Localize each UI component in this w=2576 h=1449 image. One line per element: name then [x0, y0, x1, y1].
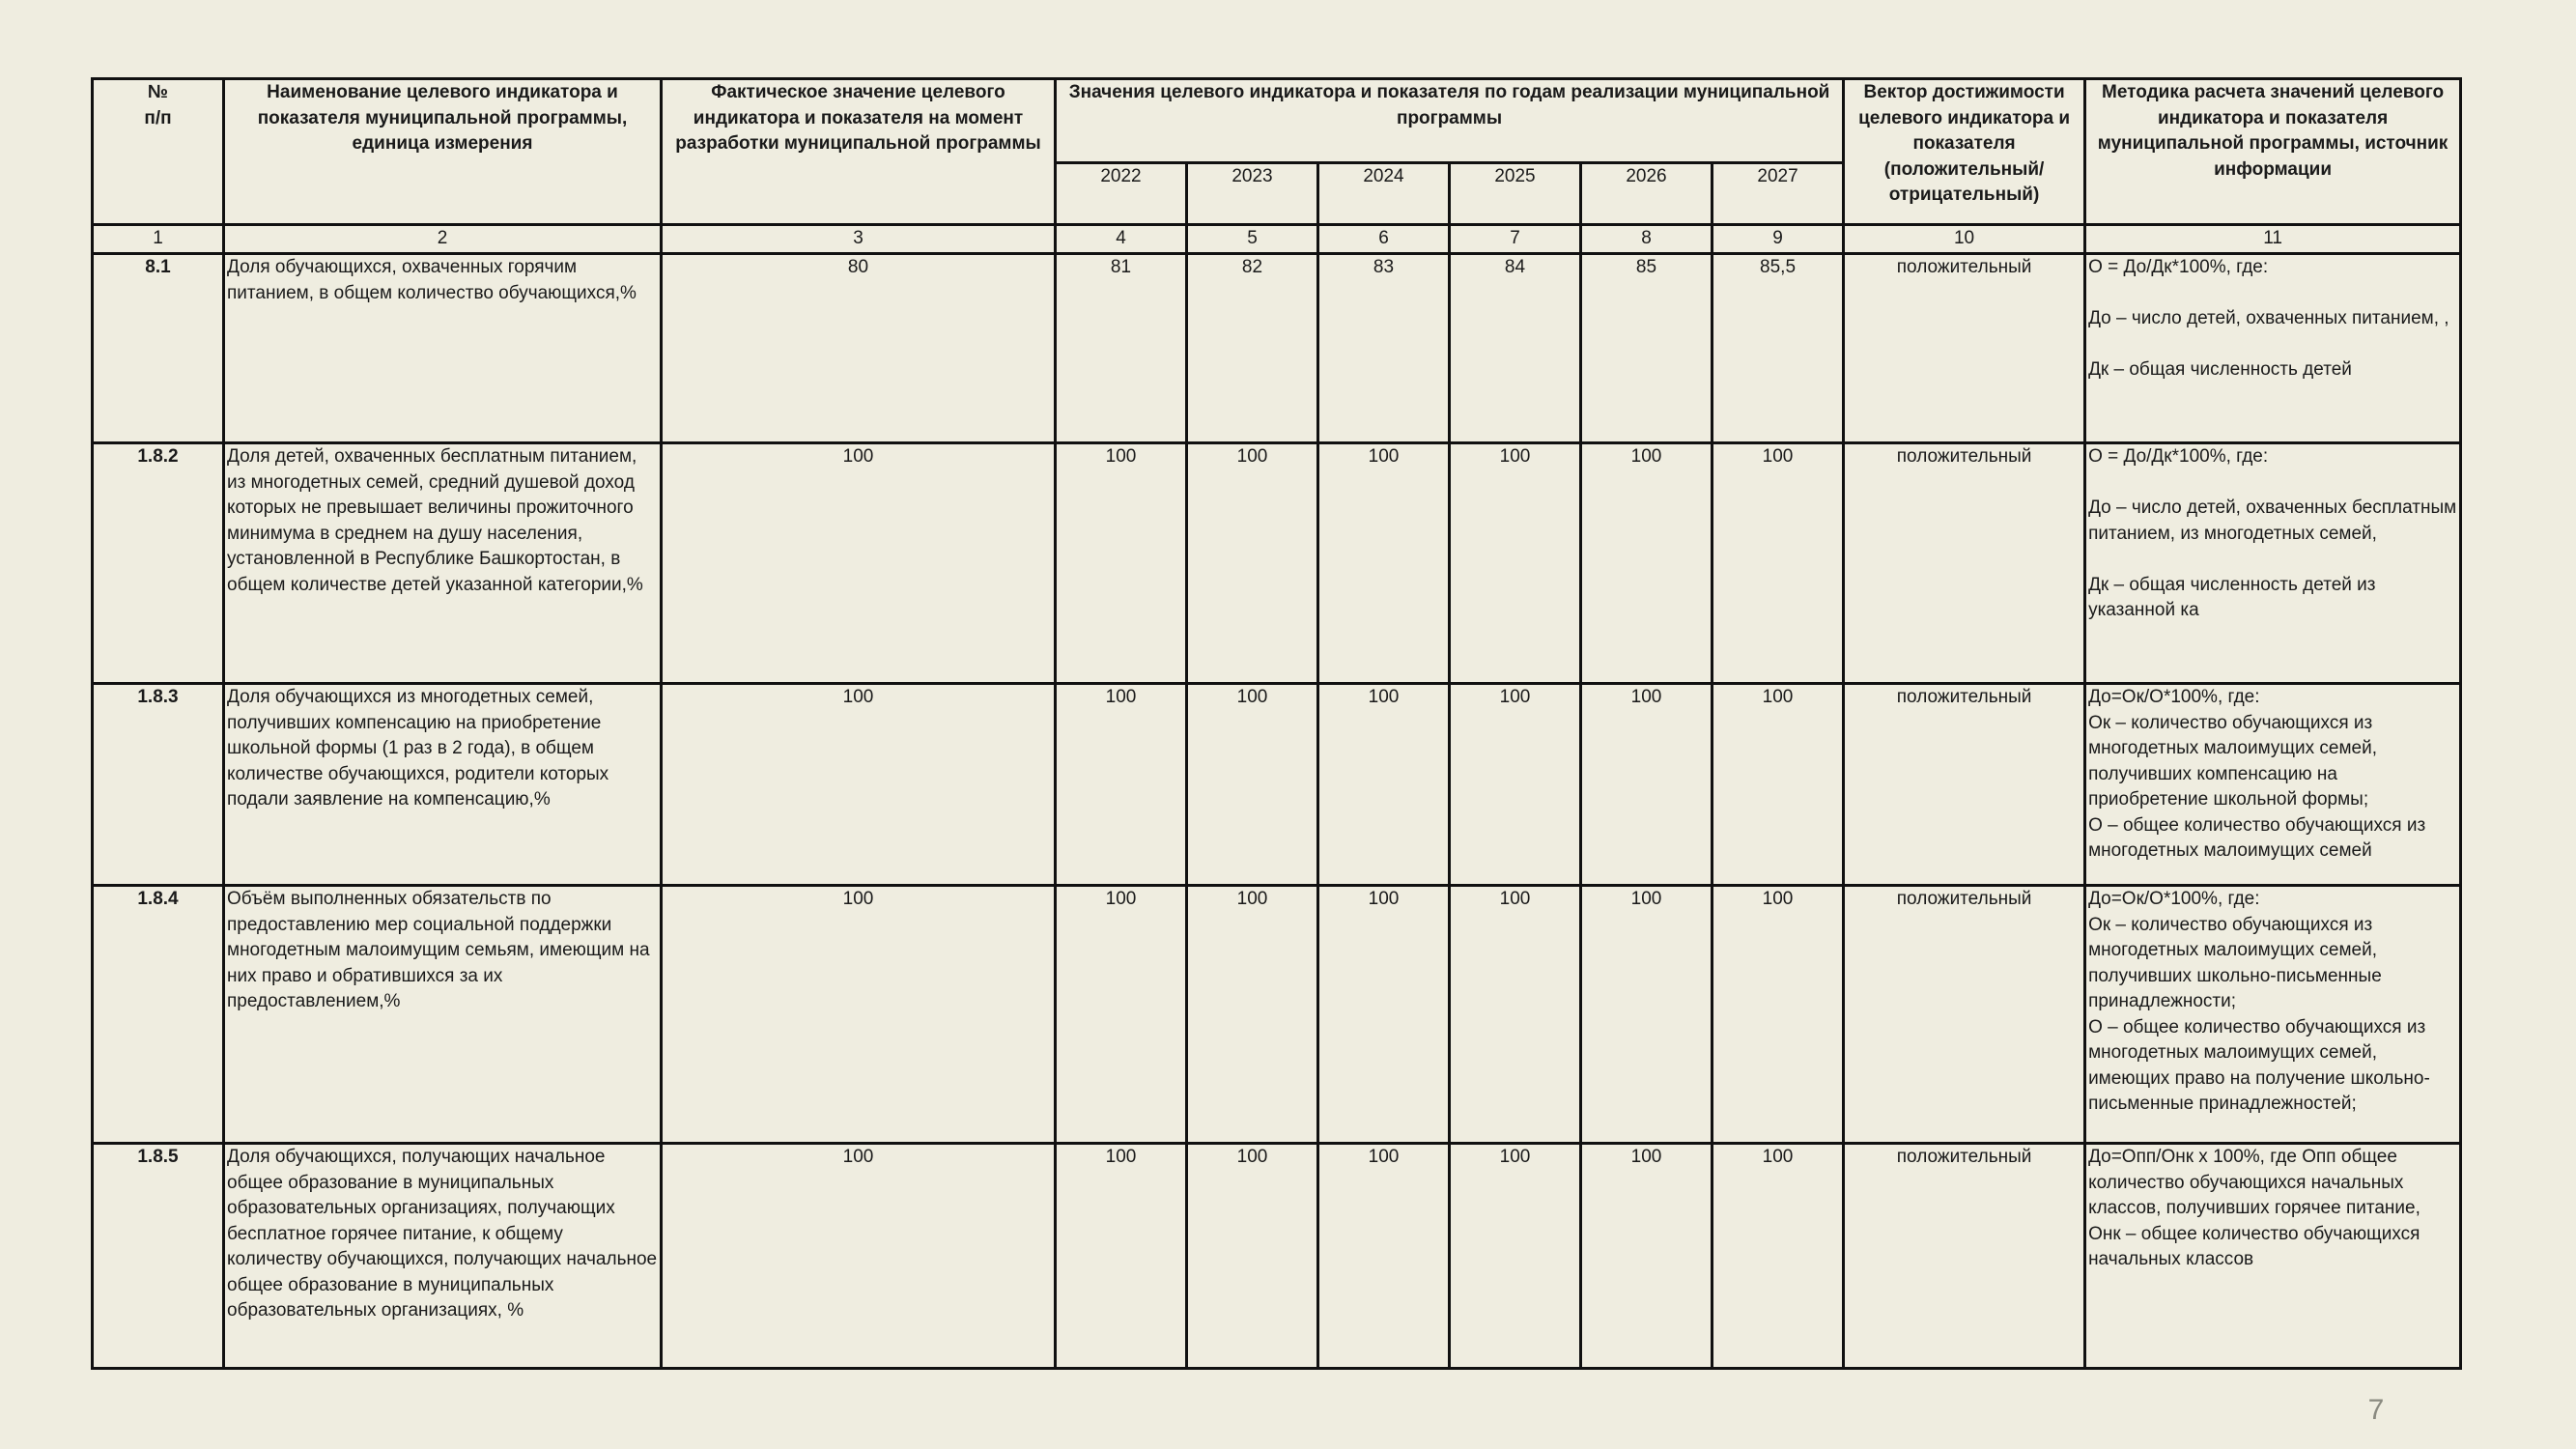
indicators-table [91, 77, 2462, 1370]
table-row [93, 443, 2461, 684]
header-year: 2022 [1056, 163, 1187, 225]
column-number: 5 [1187, 225, 1318, 254]
column-number: 7 [1450, 225, 1581, 254]
row-actual-value: 100 [662, 684, 1056, 886]
column-number: 6 [1318, 225, 1450, 254]
column-number: 10 [1844, 225, 2085, 254]
row-year-value: 100 [1713, 684, 1844, 886]
row-indicator-name: Доля детей, охваченных бесплатным питанием, из многодетных семей, средний душевой доход которых не превышает величины прожиточного минимума в среднем на душу населения, установленной в Республике Башкортостан, в общем количестве детей указанной категории,% [224, 443, 662, 684]
header-vector: Вектор достижимости целевого индикатора и показателя (положительный/отрицательный) [1844, 79, 2085, 225]
row-indicator-name: Доля обучающихся из многодетных семей, получивших компенсацию на приобретение школьной формы (1 раз в 2 года), в общем количестве обучающихся, родители которых подали заявление на компенсацию,% [224, 684, 662, 886]
row-number: 1.8.3 [93, 684, 224, 886]
row-number: 1.8.2 [93, 443, 224, 684]
row-year-value: 100 [1581, 1144, 1713, 1369]
row-year-value: 100 [1713, 886, 1844, 1144]
row-vector: положительный [1844, 254, 2085, 443]
row-method: О = До/Дк*100%, где: До – число детей, охваченных питанием, , Дк – общая численность детей [2085, 254, 2461, 443]
row-year-value: 84 [1450, 254, 1581, 443]
row-indicator-name: Доля обучающихся, получающих начальное общее образование в муниципальных образовательных организациях, получающих бесплатное горячее питание, к общему количеству обучающихся, получающих начальное общее образование в муниципальных образовательных организациях, % [224, 1144, 662, 1369]
header-actual-value: Фактическое значение целевого индикатора и показателя на момент разработки муниципальной программы [662, 79, 1056, 225]
row-year-value: 100 [1450, 886, 1581, 1144]
header-year: 2025 [1450, 163, 1581, 225]
row-year-value: 100 [1318, 684, 1450, 886]
row-indicator-name: Объём выполненных обязательств по предоставлению мер социальной поддержки многодетным малоимущим семьям, имеющим на них право и обратившихся за их предоставлением,% [224, 886, 662, 1144]
table-row [93, 684, 2461, 886]
row-year-value: 100 [1581, 886, 1713, 1144]
header-year: 2024 [1318, 163, 1450, 225]
table-row [93, 1144, 2461, 1369]
row-vector: положительный [1844, 1144, 2085, 1369]
row-year-value: 100 [1450, 1144, 1581, 1369]
column-number: 8 [1581, 225, 1713, 254]
row-year-value: 100 [1450, 684, 1581, 886]
row-year-value: 83 [1318, 254, 1450, 443]
row-method: До=Опп/Онк х 100%, где Опп общее количество обучающихся начальных классов, получивших горячее питание, Онк – общее количество обучающихся начальных классов [2085, 1144, 2461, 1369]
row-year-value: 81 [1056, 254, 1187, 443]
header-year: 2023 [1187, 163, 1318, 225]
column-number: 11 [2085, 225, 2461, 254]
column-number: 9 [1713, 225, 1844, 254]
row-actual-value: 80 [662, 254, 1056, 443]
row-method: О = До/Дк*100%, где: До – число детей, охваченных бесплатным питанием, из многодетных семей, Дк – общая численность детей из указанной ка [2085, 443, 2461, 684]
row-year-value: 100 [1187, 684, 1318, 886]
table-row [93, 254, 2461, 443]
row-year-value: 100 [1056, 1144, 1187, 1369]
row-method: До=Ок/О*100%, где: Ок – количество обучающихся из многодетных малоимущих семей, получивших компенсацию на приобретение школьной формы; О – общее количество обучающихся из многодетных малоимущих семей [2085, 684, 2461, 886]
row-year-value: 100 [1318, 1144, 1450, 1369]
page-number: 7 [2367, 1394, 2385, 1426]
row-year-value: 100 [1056, 684, 1187, 886]
row-year-value: 100 [1713, 443, 1844, 684]
column-number: 3 [662, 225, 1056, 254]
row-number: 8.1 [93, 254, 224, 443]
row-year-value: 100 [1318, 886, 1450, 1144]
row-actual-value: 100 [662, 886, 1056, 1144]
row-vector: положительный [1844, 886, 2085, 1144]
row-year-value: 82 [1187, 254, 1318, 443]
row-year-value: 100 [1056, 443, 1187, 684]
row-year-value: 100 [1581, 443, 1713, 684]
header-name: Наименование целевого индикатора и показателя муниципальной программы, единица измерения [224, 79, 662, 225]
row-vector: положительный [1844, 684, 2085, 886]
row-actual-value: 100 [662, 443, 1056, 684]
row-year-value: 100 [1056, 886, 1187, 1144]
row-year-value: 85 [1581, 254, 1713, 443]
header-years-group: Значения целевого индикатора и показателя по годам реализации муниципальной программы [1056, 79, 1844, 163]
row-actual-value: 100 [662, 1144, 1056, 1369]
row-number: 1.8.5 [93, 1144, 224, 1369]
row-indicator-name: Доля обучающихся, охваченных горячим питанием, в общем количество обучающихся,% [224, 254, 662, 443]
row-year-value: 100 [1187, 1144, 1318, 1369]
header-year: 2027 [1713, 163, 1844, 225]
row-year-value: 100 [1187, 886, 1318, 1144]
header-year: 2026 [1581, 163, 1713, 225]
header-number: № п/п [93, 79, 224, 225]
row-year-value: 100 [1713, 1144, 1844, 1369]
column-numbers-row [93, 225, 2461, 254]
column-number: 1 [93, 225, 224, 254]
row-number: 1.8.4 [93, 886, 224, 1144]
row-year-value: 100 [1318, 443, 1450, 684]
column-number: 4 [1056, 225, 1187, 254]
column-number: 2 [224, 225, 662, 254]
header-method: Методика расчета значений целевого индикатора и показателя муниципальной программы, источник информации [2085, 79, 2461, 225]
row-vector: положительный [1844, 443, 2085, 684]
row-year-value: 100 [1581, 684, 1713, 886]
row-year-value: 85,5 [1713, 254, 1844, 443]
row-year-value: 100 [1450, 443, 1581, 684]
row-method: До=Ок/О*100%, где: Ок – количество обучающихся из многодетных малоимущих семей, получивших школьно-письменные принадлежности; О – общее количество обучающихся из многодетных малоимущих семей, имеющих право на получение школьно-письменные принадлежностей; [2085, 886, 2461, 1144]
table-row [93, 886, 2461, 1144]
row-year-value: 100 [1187, 443, 1318, 684]
header-row [93, 79, 2461, 163]
